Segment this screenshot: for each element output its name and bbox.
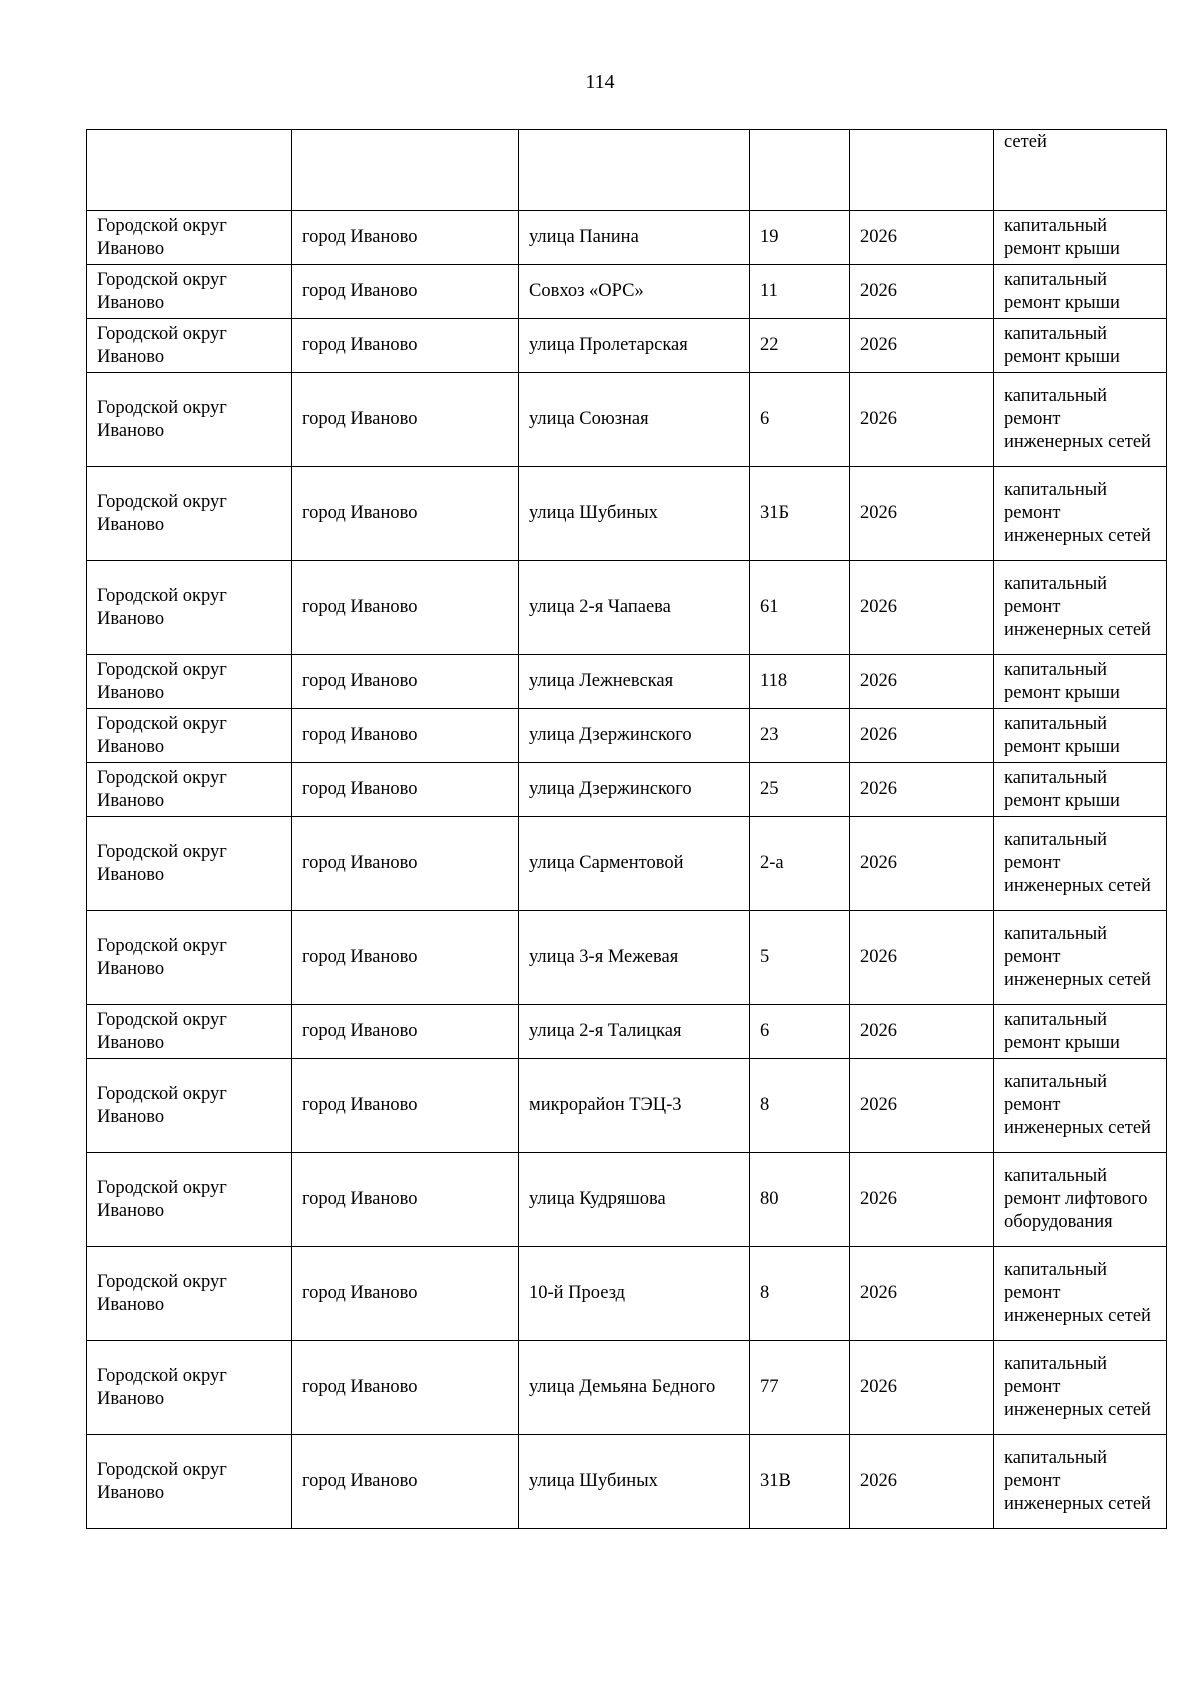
house-cell: 25 — [750, 763, 850, 817]
street-cell: улица 2-я Талицкая — [519, 1005, 750, 1059]
table-row — [87, 319, 1167, 373]
work-cell: капитальный ремонт крыши — [994, 763, 1167, 817]
settlement-cell: город Иваново — [292, 763, 519, 817]
municipality-cell: Городской округ Иваново — [87, 709, 292, 763]
municipality-cell: Городской округ Иваново — [87, 1059, 292, 1153]
year-cell: 2026 — [850, 561, 994, 655]
work-cell: капитальный ремонт инженерных сетей — [994, 467, 1167, 561]
street-cell — [519, 130, 750, 211]
work-cell: капитальный ремонт инженерных сетей — [994, 817, 1167, 911]
table-row — [87, 561, 1167, 655]
table-row — [87, 373, 1167, 467]
street-cell: улица Дзержинского — [519, 763, 750, 817]
house-cell: 6 — [750, 373, 850, 467]
street-cell: улица Сарментовой — [519, 817, 750, 911]
municipality-cell: Городской округ Иваново — [87, 763, 292, 817]
house-cell: 31В — [750, 1435, 850, 1529]
house-cell: 11 — [750, 265, 850, 319]
street-cell: улица Шубиных — [519, 467, 750, 561]
year-cell: 2026 — [850, 911, 994, 1005]
settlement-cell: город Иваново — [292, 319, 519, 373]
street-cell: улица Лежневская — [519, 655, 750, 709]
year-cell: 2026 — [850, 1059, 994, 1153]
settlement-cell: город Иваново — [292, 211, 519, 265]
street-cell: Совхоз «ОРС» — [519, 265, 750, 319]
municipality-cell: Городской округ Иваново — [87, 319, 292, 373]
settlement-cell: город Иваново — [292, 709, 519, 763]
year-cell: 2026 — [850, 817, 994, 911]
work-cell: сетей — [994, 130, 1167, 211]
street-cell: улица Кудряшова — [519, 1153, 750, 1247]
street-cell: улица 3-я Межевая — [519, 911, 750, 1005]
settlement-cell: город Иваново — [292, 1341, 519, 1435]
street-cell: улица Пролетарская — [519, 319, 750, 373]
table-row — [87, 817, 1167, 911]
continuation-row — [87, 130, 1167, 211]
house-cell: 2-а — [750, 817, 850, 911]
settlement-cell: город Иваново — [292, 561, 519, 655]
table-row — [87, 1005, 1167, 1059]
work-cell: капитальный ремонт инженерных сетей — [994, 911, 1167, 1005]
work-cell: капитальный ремонт крыши — [994, 1005, 1167, 1059]
settlement-cell: город Иваново — [292, 1005, 519, 1059]
work-cell: капитальный ремонт крыши — [994, 265, 1167, 319]
house-cell: 6 — [750, 1005, 850, 1059]
table-row — [87, 265, 1167, 319]
house-cell: 77 — [750, 1341, 850, 1435]
year-cell: 2026 — [850, 319, 994, 373]
table-row — [87, 211, 1167, 265]
municipality-cell: Городской округ Иваново — [87, 211, 292, 265]
house-cell: 8 — [750, 1059, 850, 1153]
house-cell: 19 — [750, 211, 850, 265]
year-cell: 2026 — [850, 1005, 994, 1059]
table-row — [87, 1341, 1167, 1435]
table-row — [87, 1435, 1167, 1529]
table-row — [87, 467, 1167, 561]
work-cell: капитальный ремонт инженерных сетей — [994, 373, 1167, 467]
street-cell: улица Панина — [519, 211, 750, 265]
street-cell: улица 2-я Чапаева — [519, 561, 750, 655]
work-cell: капитальный ремонт крыши — [994, 319, 1167, 373]
municipality-cell: Городской округ Иваново — [87, 1153, 292, 1247]
table-body — [87, 130, 1167, 1529]
table-row — [87, 1153, 1167, 1247]
house-cell: 23 — [750, 709, 850, 763]
year-cell: 2026 — [850, 655, 994, 709]
table-row — [87, 655, 1167, 709]
house-cell: 5 — [750, 911, 850, 1005]
street-cell: улица Дзержинского — [519, 709, 750, 763]
municipality-cell: Городской округ Иваново — [87, 1341, 292, 1435]
year-cell: 2026 — [850, 265, 994, 319]
table-row — [87, 911, 1167, 1005]
municipality-cell: Городской округ Иваново — [87, 911, 292, 1005]
settlement-cell: город Иваново — [292, 817, 519, 911]
table-row — [87, 1059, 1167, 1153]
municipality-cell — [87, 130, 292, 211]
street-cell: 10-й Проезд — [519, 1247, 750, 1341]
house-cell: 31Б — [750, 467, 850, 561]
settlement-cell — [292, 130, 519, 211]
table-row — [87, 1247, 1167, 1341]
settlement-cell: город Иваново — [292, 1059, 519, 1153]
street-cell: микрорайон ТЭЦ-3 — [519, 1059, 750, 1153]
house-cell: 80 — [750, 1153, 850, 1247]
settlement-cell: город Иваново — [292, 373, 519, 467]
work-cell: капитальный ремонт инженерных сетей — [994, 1059, 1167, 1153]
year-cell: 2026 — [850, 709, 994, 763]
municipality-cell: Городской округ Иваново — [87, 817, 292, 911]
settlement-cell: город Иваново — [292, 1247, 519, 1341]
year-cell: 2026 — [850, 1435, 994, 1529]
house-cell: 61 — [750, 561, 850, 655]
settlement-cell: город Иваново — [292, 1153, 519, 1247]
year-cell: 2026 — [850, 211, 994, 265]
year-cell — [850, 130, 994, 211]
house-cell: 8 — [750, 1247, 850, 1341]
house-cell — [750, 130, 850, 211]
year-cell: 2026 — [850, 1153, 994, 1247]
page-number: 114 — [585, 71, 615, 93]
work-cell: капитальный ремонт крыши — [994, 709, 1167, 763]
house-cell: 118 — [750, 655, 850, 709]
settlement-cell: город Иваново — [292, 911, 519, 1005]
settlement-cell: город Иваново — [292, 265, 519, 319]
street-cell: улица Шубиных — [519, 1435, 750, 1529]
municipality-cell: Городской округ Иваново — [87, 1435, 292, 1529]
municipality-cell: Городской округ Иваново — [87, 467, 292, 561]
settlement-cell: город Иваново — [292, 655, 519, 709]
municipality-cell: Городской округ Иваново — [87, 1005, 292, 1059]
table-row — [87, 709, 1167, 763]
work-cell: капитальный ремонт крыши — [994, 211, 1167, 265]
municipality-cell: Городской округ Иваново — [87, 655, 292, 709]
municipality-cell: Городской округ Иваново — [87, 1247, 292, 1341]
settlement-cell: город Иваново — [292, 467, 519, 561]
house-cell: 22 — [750, 319, 850, 373]
work-cell: капитальный ремонт крыши — [994, 655, 1167, 709]
municipality-cell: Городской округ Иваново — [87, 265, 292, 319]
municipality-cell: Городской округ Иваново — [87, 373, 292, 467]
table-row — [87, 763, 1167, 817]
street-cell: улица Союзная — [519, 373, 750, 467]
year-cell: 2026 — [850, 1341, 994, 1435]
street-cell: улица Демьяна Бедного — [519, 1341, 750, 1435]
work-cell: капитальный ремонт лифтового оборудования — [994, 1153, 1167, 1247]
year-cell: 2026 — [850, 763, 994, 817]
housing-repair-table — [86, 129, 1167, 1529]
year-cell: 2026 — [850, 467, 994, 561]
year-cell: 2026 — [850, 1247, 994, 1341]
work-cell: капитальный ремонт инженерных сетей — [994, 561, 1167, 655]
settlement-cell: город Иваново — [292, 1435, 519, 1529]
municipality-cell: Городской округ Иваново — [87, 561, 292, 655]
work-cell: капитальный ремонт инженерных сетей — [994, 1435, 1167, 1529]
work-cell: капитальный ремонт инженерных сетей — [994, 1247, 1167, 1341]
year-cell: 2026 — [850, 373, 994, 467]
work-cell: капитальный ремонт инженерных сетей — [994, 1341, 1167, 1435]
